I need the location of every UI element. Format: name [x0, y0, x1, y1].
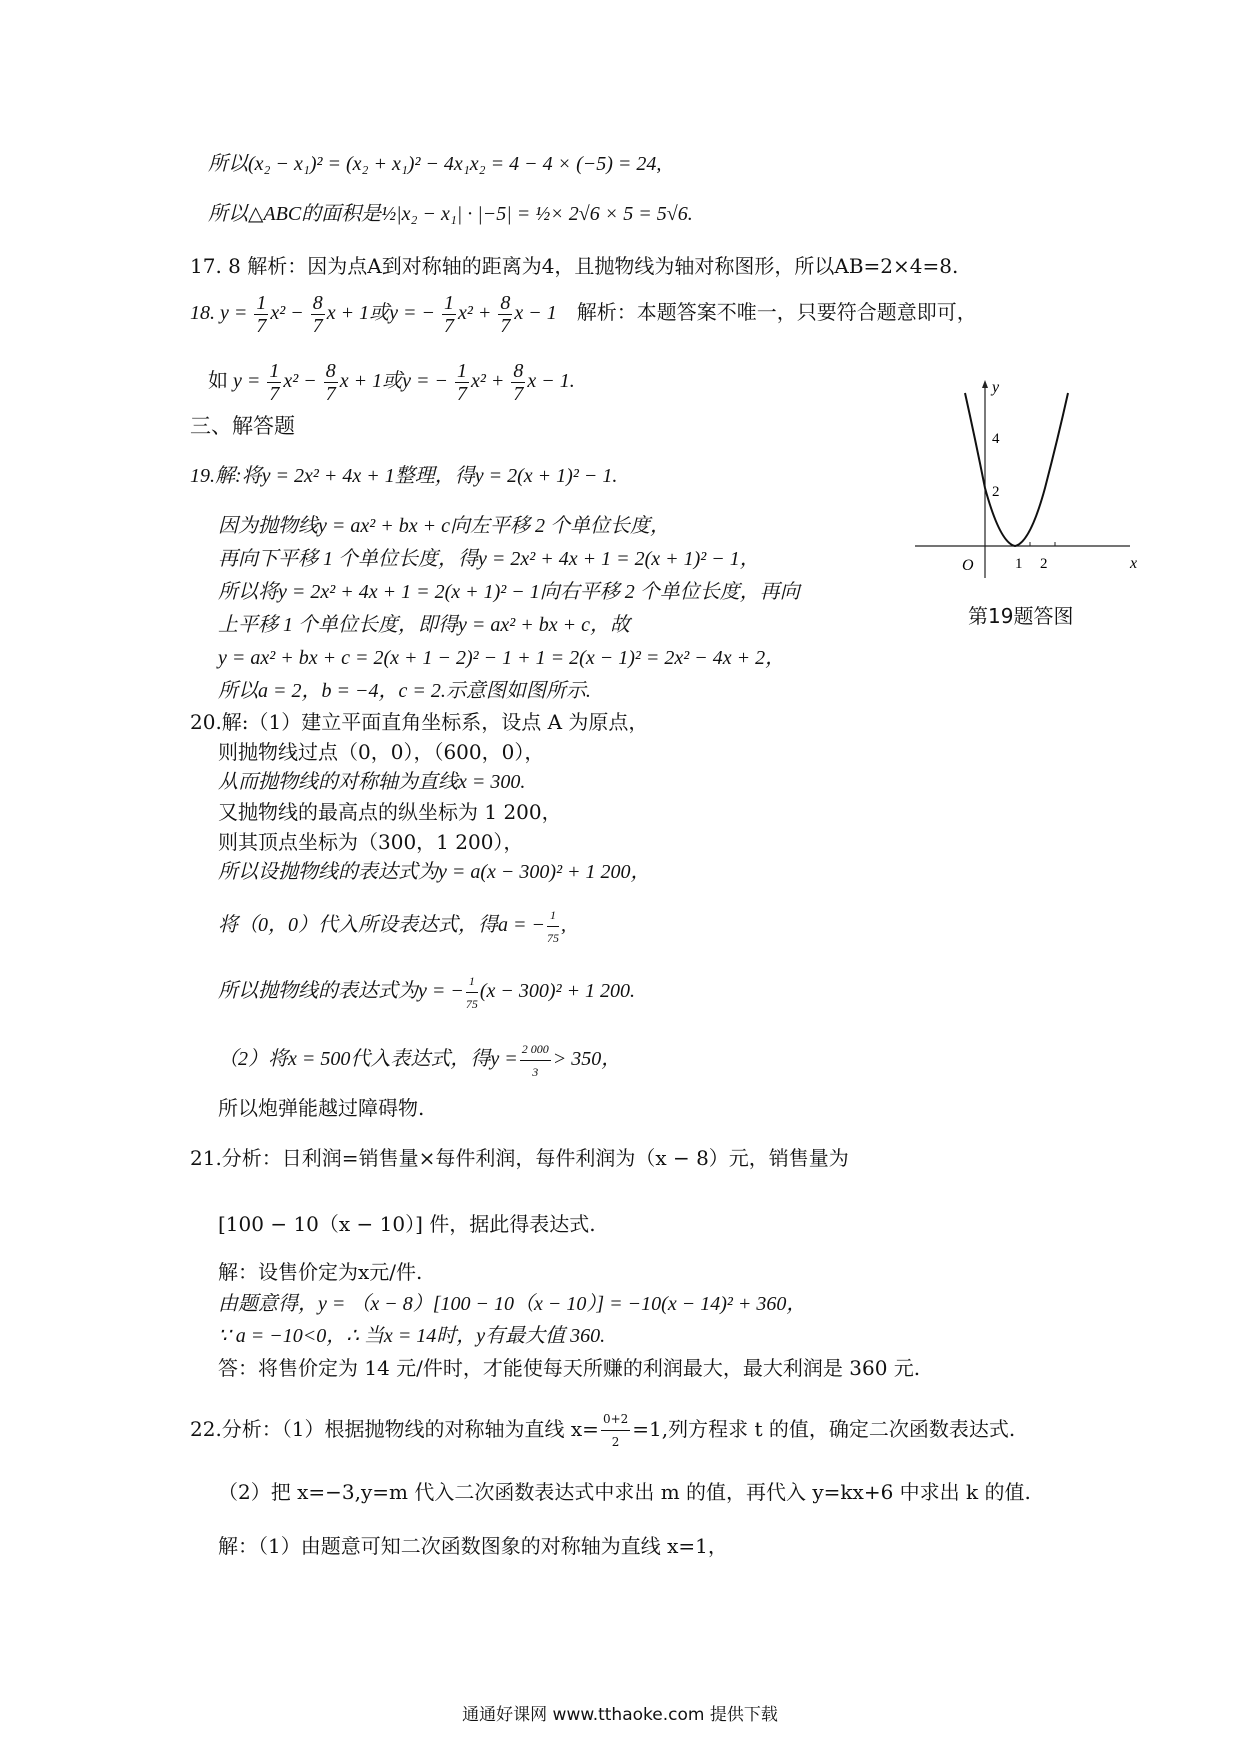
q21-answer: 答：将售价定为 14 元/件时，才能使每天所赚的利润最大，最大利润是 360 元.: [218, 1356, 921, 1380]
x-axis-label: x: [1130, 555, 1138, 572]
q20-line-7: 将（0，0）代入所设表达式，得a = − $\frac{1}{75}$ ,: [218, 904, 566, 949]
tick-y-2: 2: [992, 484, 1000, 500]
line-x-diff-squared: 所以(x₂ − x₁)² = (x₂ + x₁)² − 4x₁x₂ = 4 − 4 × (−5) = 24,: [208, 153, 662, 175]
q18-answer: 18. y = $\frac{1}{7}$ x² − $\frac{8}{7}$ x + 1或y = − $\frac{1}{7}$ x² + $\frac{8}{7}$ x − 1 解析：本题答案不唯一，只要符合题意即可，: [190, 292, 977, 337]
q20-line-1: 20.解:（1）建立平面直角坐标系，设点 A 为原点，: [190, 710, 649, 734]
q20-line-8: 所以抛物线的表达式为y = − $\frac{1}{75}$ (x − 300)² + 1 200.: [218, 970, 635, 1015]
q20-conclusion: 所以炮弹能越过障碍物.: [218, 1096, 425, 1120]
q19-line-4: 所以将y = 2x² + 4x + 1 = 2(x + 1)² − 1向右平移 2 个单位长度，再向: [218, 581, 800, 603]
q19-line-6: y = ax² + bx + c = 2(x + 1 − 2)² − 1 + 1 = 2(x − 1)² = 2x² − 4x + 2，: [218, 647, 786, 669]
figure-caption: 第19题答图: [968, 604, 1074, 628]
section-heading: 三、解答题: [190, 414, 295, 438]
q20-line-6: 所以设抛物线的表达式为y = a(x − 300)² + 1 200，: [218, 861, 651, 883]
q19-figure: [910, 378, 1140, 588]
q19-line-5: 上平移 1 个单位长度，即得y = ax² + bx + c，故: [218, 614, 630, 636]
q18-example: 如 y = $\frac{1}{7}$ x² − $\frac{8}{7}$ x + 1或y = − $\frac{1}{7}$ x² + $\frac{8}{7}$ x − 1.: [208, 360, 575, 405]
q21-solution-2: 由题意得，y = （x − 8）[100 − 10（x − 10）] = −10(x − 14)² + 360，: [218, 1293, 807, 1315]
q22-analysis-1: 22.分析：（1）根据抛物线的对称轴为直线 x= $\frac{0+2}{2}$ =1,列方程求 t 的值，确定二次函数表达式.: [190, 1408, 1015, 1453]
footer-text: 通通好课网 www.tthaoke.com 提供下载: [462, 1705, 778, 1725]
parabola-curve: [965, 393, 1068, 546]
tick-y-4: 4: [992, 431, 1000, 447]
q21-solution-1: 解：设售价定为x元/件.: [218, 1260, 423, 1284]
q20-line-9: （2）将x = 500代入表达式，得y = $\frac{2 000}{3}$ > 350，: [218, 1038, 621, 1083]
q20-line-2: 则抛物线过点（0，0），（600，0），: [218, 740, 545, 764]
origin-label: O: [962, 557, 974, 574]
q21-analysis-2: [100 − 10（x − 10）] 件，据此得表达式.: [218, 1212, 596, 1236]
q20-line-5: 则其顶点坐标为（300，1 200），: [218, 830, 524, 854]
q20-line-3: 从而抛物线的对称轴为直线x = 300.: [218, 771, 526, 793]
q19-line-2: 因为抛物线y = ax² + bx + c向左平移 2 个单位长度，: [218, 515, 670, 537]
tick-x-2: 2: [1040, 556, 1048, 572]
y-axis-label: y: [992, 379, 1000, 396]
tick-x-1: 1: [1015, 556, 1023, 572]
q19-line-3: 再向下平移 1 个单位长度，得y = 2x² + 4x + 1 = 2(x + 1)² − 1，: [218, 548, 760, 570]
q19-line-7: 所以a = 2，b = −4，c = 2.示意图如图所示.: [218, 680, 591, 702]
q22-analysis-2: （2）把 x=−3,y=m 代入二次函数表达式中求出 m 的值，再代入 y=kx+6 中求出 k 的值.: [218, 1480, 1031, 1504]
q17-answer: 17. 8 解析：因为点A到对称轴的距离为4，且抛物线为轴对称图形，所以AB=2×4=8.: [190, 254, 959, 278]
q19-line-1: 19.解:将y = 2x² + 4x + 1整理，得y = 2(x + 1)² − 1.: [190, 465, 618, 487]
q20-line-4: 又抛物线的最高点的纵坐标为 1 200，: [218, 800, 562, 824]
line-triangle-area: 所以△ABC的面积是½|x₂ − x₁| · |−5| = ½× 2√6 × 5 = 5√6.: [208, 203, 693, 225]
q22-solution: 解：（1）由题意可知二次函数图象的对称轴为直线 x=1，: [218, 1534, 728, 1558]
q21-analysis-1: 21.分析：日利润=销售量×每件利润，每件利润为（x − 8）元，销售量为: [190, 1146, 849, 1170]
q21-solution-3: ∵ a = −10<0，∴ 当x = 14时，y有最大值 360.: [218, 1325, 606, 1347]
